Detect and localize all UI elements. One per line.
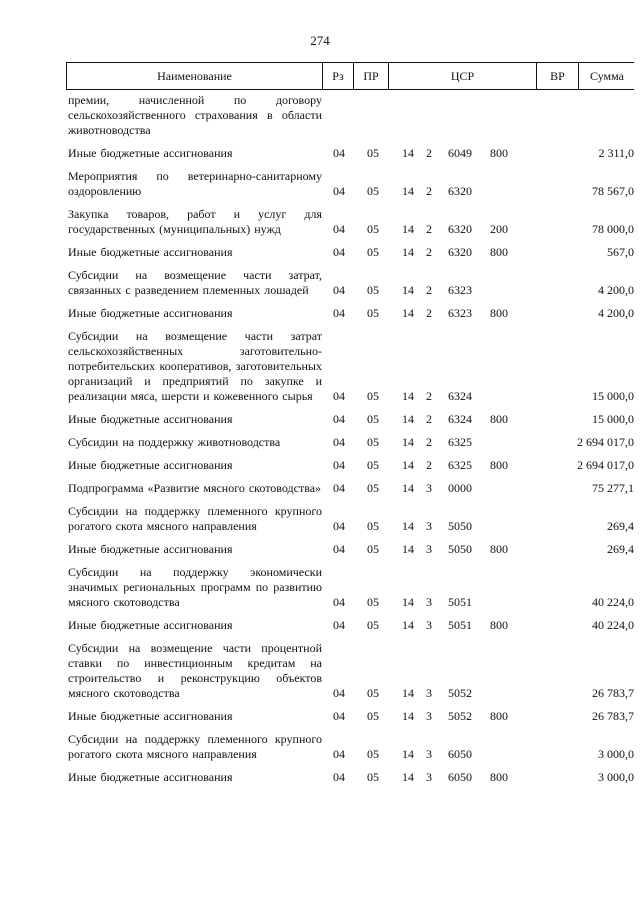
row-p3: 6049: [448, 146, 472, 160]
row-p3: 6325: [448, 435, 472, 449]
table-row: [66, 169, 634, 199]
row-name: Иные бюджетные ассигнования: [68, 770, 233, 784]
row-pr: 05: [367, 389, 379, 403]
row-p3: 6323: [448, 283, 472, 297]
row-vr: 800: [490, 458, 508, 472]
row-p3: 6324: [448, 389, 472, 403]
row-sum: 40 224,0: [592, 618, 634, 632]
row-p3: 5050: [448, 542, 472, 556]
table-row: [66, 329, 634, 404]
table-row: [66, 504, 634, 534]
row-rz: 04: [333, 283, 345, 297]
row-pr: 05: [367, 458, 379, 472]
row-pr: 05: [367, 222, 379, 236]
row-p1: 14: [402, 618, 414, 632]
row-pr: 05: [367, 686, 379, 700]
table-row: [66, 618, 634, 633]
row-name: Субсидии на возмещение части процентной ставки по инвестиционным кредитам на строительство и реконструкцию объектов мясного скотоводства: [68, 641, 322, 700]
row-sum: 75 277,1: [592, 481, 634, 495]
row-name: Иные бюджетные ассигнования: [68, 709, 233, 723]
table-row: [66, 481, 634, 496]
row-rz: 04: [333, 389, 345, 403]
row-p2: 2: [426, 222, 432, 236]
row-p1: 14: [402, 146, 414, 160]
row-name: Субсидии на поддержку животноводства: [68, 435, 281, 449]
row-pr: 05: [367, 306, 379, 320]
row-pr: 05: [367, 245, 379, 259]
row-rz: 04: [333, 458, 345, 472]
row-pr: 05: [367, 542, 379, 556]
row-p2: 2: [426, 412, 432, 426]
table-row: [66, 268, 634, 298]
table-row: [66, 732, 634, 762]
row-vr: 200: [490, 222, 508, 236]
row-p1: 14: [402, 283, 414, 297]
row-p2: 3: [426, 747, 432, 761]
row-name: Мероприятия по ветеринарно-санитарному оздоровлению: [68, 169, 322, 198]
row-sum: 3 000,0: [598, 770, 634, 784]
row-p2: 2: [426, 146, 432, 160]
row-pr: 05: [367, 412, 379, 426]
row-p2: 3: [426, 519, 432, 533]
row-p2: 3: [426, 770, 432, 784]
row-p1: 14: [402, 306, 414, 320]
row-p3: 6320: [448, 222, 472, 236]
row-name: Субсидии на возмещение части затрат, связанных с разведением племенных лошадей: [68, 268, 322, 297]
row-sum: 4 200,0: [598, 306, 634, 320]
row-p1: 14: [402, 222, 414, 236]
row-p1: 14: [402, 770, 414, 784]
row-p3: 6325: [448, 458, 472, 472]
row-p2: 3: [426, 618, 432, 632]
table-row: [66, 641, 634, 701]
row-rz: 04: [333, 595, 345, 609]
row-sum: 15 000,0: [592, 412, 634, 426]
row-sum: 2 694 017,0: [577, 458, 634, 472]
row-sum: 2 694 017,0: [577, 435, 634, 449]
row-vr: 800: [490, 618, 508, 632]
table-row: [66, 542, 634, 557]
row-pr: 05: [367, 146, 379, 160]
row-rz: 04: [333, 412, 345, 426]
row-p2: 2: [426, 245, 432, 259]
table-header: [66, 62, 634, 90]
row-sum: 26 783,7: [592, 709, 634, 723]
header-vr: ВР: [537, 63, 579, 89]
row-p1: 14: [402, 519, 414, 533]
table-row: [66, 770, 634, 785]
row-pr: 05: [367, 481, 379, 495]
row-name: Иные бюджетные ассигнования: [68, 146, 233, 160]
row-p3: 5050: [448, 519, 472, 533]
header-csr: ЦСР: [389, 63, 537, 89]
row-vr: 800: [490, 146, 508, 160]
row-p1: 14: [402, 458, 414, 472]
row-p2: 2: [426, 435, 432, 449]
row-p1: 14: [402, 747, 414, 761]
row-rz: 04: [333, 519, 345, 533]
row-rz: 04: [333, 770, 345, 784]
row-p3: 0000: [448, 481, 472, 495]
row-name: Субсидии на поддержку племенного крупного рогатого скота мясного направления: [68, 504, 322, 533]
table-row: [66, 306, 634, 321]
table-row: [66, 245, 634, 260]
row-sum: 269,4: [607, 519, 634, 533]
row-p3: 5052: [448, 709, 472, 723]
row-pr: 05: [367, 519, 379, 533]
row-pr: 05: [367, 184, 379, 198]
row-rz: 04: [333, 245, 345, 259]
table-row: [66, 709, 634, 724]
row-rz: 04: [333, 686, 345, 700]
row-p3: 6320: [448, 184, 472, 198]
row-vr: 800: [490, 412, 508, 426]
row-p3: 6050: [448, 747, 472, 761]
row-pr: 05: [367, 283, 379, 297]
row-rz: 04: [333, 146, 345, 160]
row-rz: 04: [333, 435, 345, 449]
row-p3: 5051: [448, 618, 472, 632]
row-name: Иные бюджетные ассигнования: [68, 412, 233, 426]
row-p2: 3: [426, 709, 432, 723]
row-sum: 3 000,0: [598, 747, 634, 761]
row-pr: 05: [367, 435, 379, 449]
row-sum: 4 200,0: [598, 283, 634, 297]
row-sum: 78 567,0: [592, 184, 634, 198]
row-p2: 3: [426, 595, 432, 609]
row-pr: 05: [367, 770, 379, 784]
row-name: Субсидии на поддержку экономически значимых региональных программ по развитию мясного скотоводства: [68, 565, 322, 609]
row-rz: 04: [333, 542, 345, 556]
row-rz: 04: [333, 618, 345, 632]
row-p3: 6324: [448, 412, 472, 426]
header-rz: Рз: [323, 63, 354, 89]
row-pr: 05: [367, 618, 379, 632]
row-name: Иные бюджетные ассигнования: [68, 618, 233, 632]
row-sum: 567,0: [607, 245, 634, 259]
table-row: [66, 93, 634, 138]
row-name: Субсидии на возмещение части затрат сельскохозяйственных заготовительно-потребительских кооперативов, заготовительных организаций и предприятий по закупке и реализации мяса, шерсти и кожевенного сырья: [68, 329, 322, 403]
row-sum: 269,4: [607, 542, 634, 556]
page-number: 274: [310, 33, 330, 48]
table-row: [66, 207, 634, 237]
row-name: Закупка товаров, работ и услуг для государственных (муниципальных) нужд: [68, 207, 322, 236]
row-p1: 14: [402, 595, 414, 609]
row-name: Иные бюджетные ассигнования: [68, 542, 233, 556]
row-p2: 2: [426, 306, 432, 320]
row-sum: 26 783,7: [592, 686, 634, 700]
row-p1: 14: [402, 481, 414, 495]
header-pr: ПР: [354, 63, 389, 89]
row-p2: 2: [426, 184, 432, 198]
row-p1: 14: [402, 245, 414, 259]
row-vr: 800: [490, 770, 508, 784]
row-vr: 800: [490, 306, 508, 320]
row-p1: 14: [402, 184, 414, 198]
row-p3: 6323: [448, 306, 472, 320]
row-rz: 04: [333, 481, 345, 495]
table-row: [66, 412, 634, 427]
row-name: премии, начисленной по договору сельскохозяйственного страхования в области животноводства: [68, 93, 322, 137]
row-p1: 14: [402, 435, 414, 449]
row-p1: 14: [402, 412, 414, 426]
row-sum: 40 224,0: [592, 595, 634, 609]
table-row: [66, 146, 634, 161]
row-rz: 04: [333, 747, 345, 761]
row-p3: 5052: [448, 686, 472, 700]
row-p2: 2: [426, 283, 432, 297]
header-name: Наименование: [67, 63, 323, 89]
row-name: Иные бюджетные ассигнования: [68, 245, 233, 259]
row-rz: 04: [333, 709, 345, 723]
row-name: Субсидии на поддержку племенного крупного рогатого скота мясного направления: [68, 732, 322, 761]
row-name: Иные бюджетные ассигнования: [68, 306, 233, 320]
row-vr: 800: [490, 542, 508, 556]
row-name: Подпрограмма «Развитие мясного скотоводства»: [68, 481, 322, 495]
table-row: [66, 458, 634, 473]
row-vr: 800: [490, 245, 508, 259]
row-p2: 3: [426, 686, 432, 700]
row-p2: 3: [426, 481, 432, 495]
row-p3: 6050: [448, 770, 472, 784]
row-p3: 6320: [448, 245, 472, 259]
table-row: [66, 435, 634, 450]
header-sum: Сумма: [590, 69, 624, 83]
table-body: [66, 93, 634, 793]
row-p1: 14: [402, 709, 414, 723]
row-rz: 04: [333, 306, 345, 320]
row-sum: 78 000,0: [592, 222, 634, 236]
row-p2: 2: [426, 389, 432, 403]
row-pr: 05: [367, 595, 379, 609]
row-p1: 14: [402, 389, 414, 403]
row-rz: 04: [333, 184, 345, 198]
row-sum: 2 311,0: [598, 146, 634, 160]
row-vr: 800: [490, 709, 508, 723]
row-p1: 14: [402, 686, 414, 700]
row-p2: 2: [426, 458, 432, 472]
row-sum: 15 000,0: [592, 389, 634, 403]
row-name: Иные бюджетные ассигнования: [68, 458, 233, 472]
row-pr: 05: [367, 709, 379, 723]
table-row: [66, 565, 634, 610]
row-p2: 3: [426, 542, 432, 556]
row-rz: 04: [333, 222, 345, 236]
row-pr: 05: [367, 747, 379, 761]
row-p3: 5051: [448, 595, 472, 609]
row-p1: 14: [402, 542, 414, 556]
